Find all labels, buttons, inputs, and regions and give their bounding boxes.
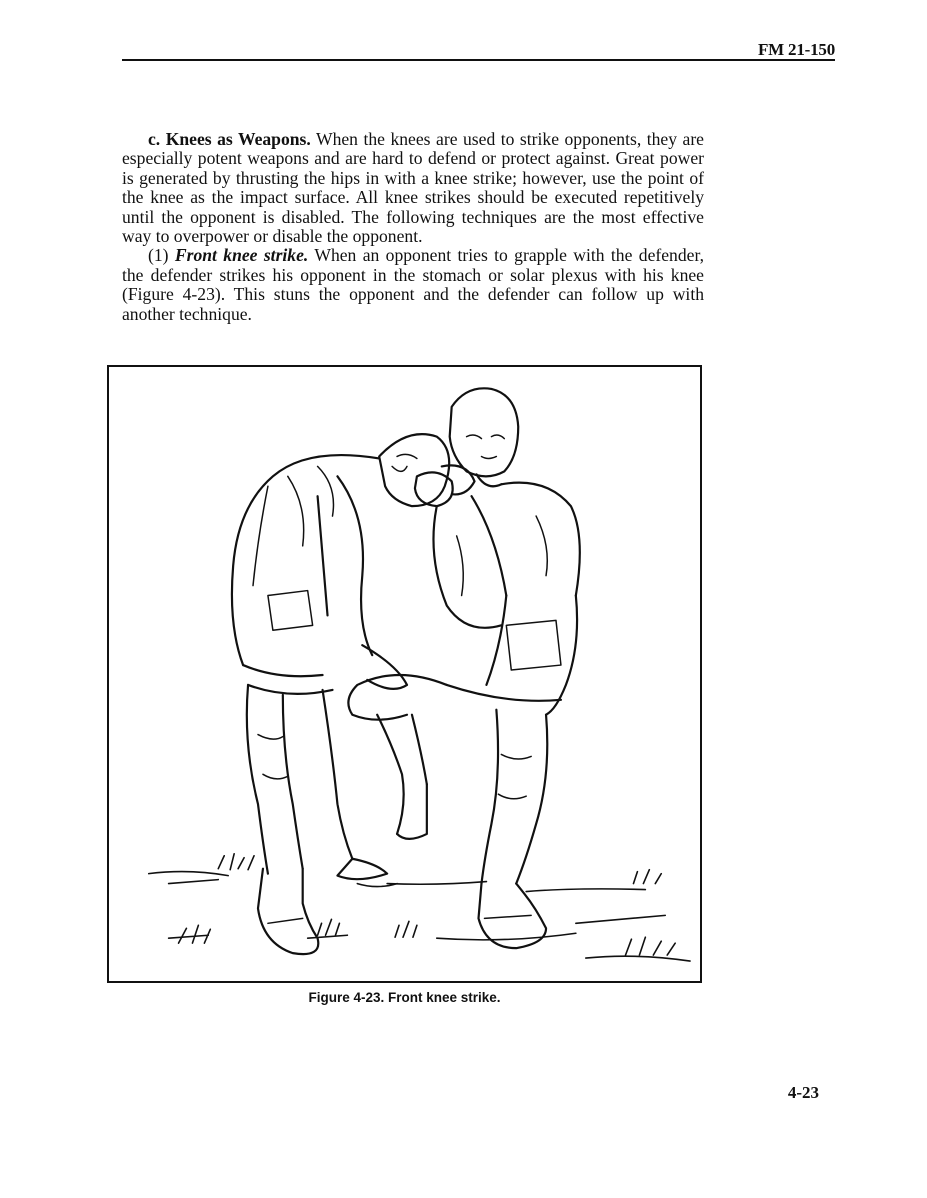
- opponent-figure: [232, 434, 449, 954]
- document-code: FM 21-150: [757, 40, 835, 59]
- figure-frame: [107, 365, 702, 983]
- page-number: 4-23: [787, 1083, 819, 1102]
- paragraph-text: When the knees are used to strike opponents, they are especially potent weapons and are hard to defend or protect against. Great power is generated by thrusting the hips in with a knee strike; however, use the point of the knee as the impact surface. All knee strikes should be executed repetitively until the opponent is disabled. The following techniques are the most effective way to overpower or disable the opponent.: [122, 129, 704, 247]
- body-text: [122, 130, 704, 324]
- header-rule: [122, 59, 835, 61]
- front-knee-strike-illustration: [109, 367, 700, 981]
- paragraph-text: When an opponent tries to grapple with the defender, the defender strikes his opponent in the stomach or solar plexus with his knee (Figure 4-23). This stuns the opponent and the defender can follow up with another technique.: [122, 245, 704, 324]
- section-heading-knees: c. Knees as Weapons.: [148, 129, 311, 149]
- ground: [149, 854, 690, 961]
- figure-caption: Figure 4-23. Front knee strike.: [308, 990, 501, 1005]
- paragraph-front-knee-strike: [122, 246, 704, 324]
- subsection-title: Front knee strike.: [174, 245, 309, 266]
- paragraph-knees-as-weapons: [122, 130, 704, 246]
- subsection-number: (1): [148, 245, 175, 266]
